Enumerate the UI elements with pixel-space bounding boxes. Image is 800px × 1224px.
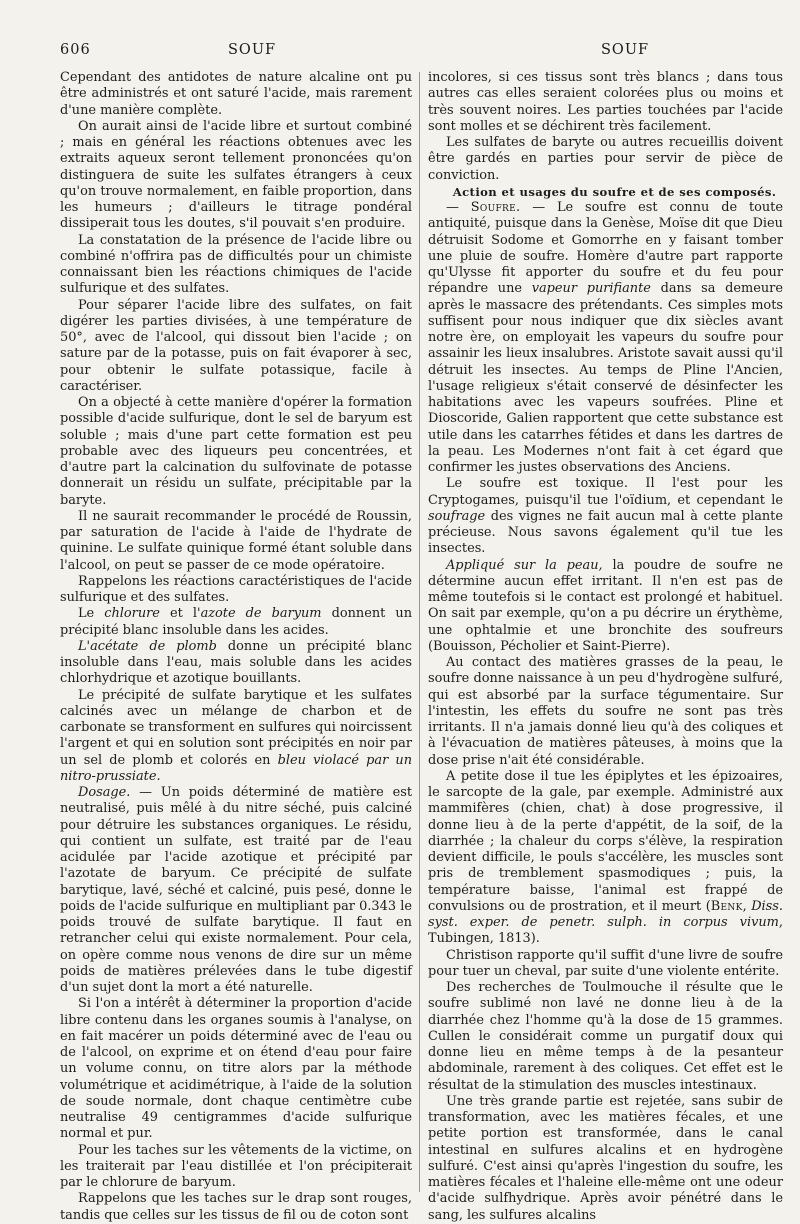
running-head-right: SOUF	[601, 42, 650, 58]
paragraph: Le chlorure et l'azote de baryum donnent un précipité blanc insoluble dans les acides.	[60, 606, 413, 638]
paragraph: Rappelons que les taches sur le drap sont rouges, tandis que celles sur les tissus de fil ou de coton sont	[60, 1191, 412, 1223]
paragraph: Cependant des antidotes de nature alcaline ont pu être administrés et ont saturé l'acide, mais rarement d'une manière complète.	[60, 70, 412, 118]
paragraph: Il ne saurait recommander le procédé de Roussin, par saturation de l'acide à l'aide de l'hydrate de quinine. Le sulfate quinique formé étant soluble dans l'alcool, on peut se passer de ce mode opératoire.	[60, 508, 412, 573]
paragraph: Christison rapporte qu'il suffit d'une livre de soufre pour tuer un cheval, par suite d'une violente entérite.	[428, 947, 784, 979]
paragraph: incolores, si ces tissus sont très blancs ; dans tous autres cas elles seraient colorées plus ou moins et très souvent noires. Les parties touchées par l'acide sont molles et se déchirent très facilement.	[428, 70, 783, 134]
column-divider	[419, 72, 420, 1192]
paragraph: Au contact des matières grasses de la peau, le soufre donne naissance à un peu d'hydrogène sulfuré, qui est absorbé par la surface tégumentaire. Sur l'intestin, les effets du soufre ne sont pas très irritants. Il n'a jamais donné lieu qu'à des coliques et à l'évacuation de matières pâteuses, à moins que la dose prise n'ait été considérable.	[428, 655, 783, 768]
section-heading: Action et usages du soufre et de ses composés.	[452, 184, 777, 199]
paragraph: Le précipité de sulfate barytique et les sulfates calcinés avec un mélange de charbon et de carbonate se transforment en sulfures qui noircissent l'argent et qui en solution sont précipités en noir par un sel de plomb et colorés en bleu violacé par un nitro-prussiate.	[60, 687, 413, 784]
paragraph: — Soufre. — Le soufre est connu de toute antiquité, puisque dans la Genèse, Moïse dit que Dieu détruisit Sodome et Gomorrhe en y faisant tomber une pluie de soufre. Homère d'autre part rapporte qu'Ulysse fit apporter du soufre et du feu pour répandre une vapeur purifiante dans sa demeure après le massacre des prétendants. Ces simples mots suffisent pour nous indiquer que dix siècles avant notre ère, on employait les vapeurs du soufre pour assainir les lieux insalubres. Aristote savait aussi qu'il détruit les insectes. Au temps de Pline l'Ancien, l'usage religieux s'était conservé de désinfecter les habitations avec les vapeurs soufrées. Pline et Dioscoride, Galien rapportent que cette substance est utile dans les catarrhes fétides et dans les dartres de la peau. Les Modernes n'ont fait à cet égard que confirmer les justes observations des Anciens.	[428, 200, 783, 475]
paragraph: Dosage. — Un poids déterminé de matière est neutralisé, puis mêlé à du nitre séché, puis calciné pour détruire les substances organiques. Le résidu, qui contient un sulfate, est traité par de l'eau acidulée par l'acide azotique et précipité par l'azotate de baryum. Ce précipité de sulfate barytique, lavé, séché et calciné, puis pesé, donne le poids de l'acide sulfurique en multipliant par 0.343 le poids trouvé de sulfate barytique. Il faut en retrancher celui qui existe normalement. Pour cela, on opère comme nous venons de dire sur un même poids de matières prélevées dans le tube digestif d'un sujet dont la mort a été naturelle.	[60, 785, 412, 995]
paragraph: La constatation de la présence de l'acide libre ou combiné n'offrira pas de difficultés pour un chimiste connaissant bien les réactions chimiques de l'acide sulfurique et des sulfates.	[60, 232, 412, 297]
paragraph: Appliqué sur la peau, la poudre de soufre ne détermine aucun effet irritant. Il n'en est pas de même toutefois si le contact est prolongé et habituel. On sait par exemple, qu'on a pu décrire un érythème, une ophtalmie et une bronchite des soufreurs (Bouisson, Pécholier et Saint-Pierre).	[428, 557, 783, 654]
paragraph: Les sulfates de baryte ou autres recueillis doivent être gardés en parties pour servir de pièce de conviction.	[428, 135, 783, 183]
paragraph: On a objecté à cette manière d'opérer la formation possible d'acide sulfurique, dont le sel de baryum est soluble ; mais d'une part cette formation est peu probable avec des liqueurs peu concentrées, et d'autre part la calcination du sulfovinate de potasse donnerait un résidu un sulfate, précipitable par la baryte.	[60, 395, 412, 508]
paragraph: Rappelons les réactions caractéristiques de l'acide sulfurique et des sulfates.	[60, 573, 412, 605]
paragraph: L'acétate de plomb donne un précipité blanc insoluble dans l'eau, mais soluble dans les acides chlorhydrique et azotique bouillants.	[60, 638, 413, 687]
page-number: 606	[60, 42, 91, 58]
paragraph: On aurait ainsi de l'acide libre et surtout combiné ; mais en général les réactions obtenues avec les extraits aqueux seront tellement prononcées qu'on distinguera de suite les sulfates étrangers à ceux qu'on trouve normalement, en faible proportion, dans les humeurs ; d'ailleurs le titrage pondéral dissiperait tous les doutes, s'il pouvait s'en produire.	[60, 118, 412, 232]
paragraph: Le soufre est toxique. Il l'est pour les Cryptogames, puisqu'il tue l'oïdium, et cependant le soufrage des vignes ne fait aucun mal à cette plante précieuse. Nous savons également qu'il tue les insectes.	[428, 476, 783, 557]
paragraph: Pour séparer l'acide libre des sulfates, on fait digérer les parties divisées, à une température de 50°, avec de l'alcool, qui dissout bien l'acide ; on sature par de la potasse, puis on fait évaporer à sec, pour obtenir le sulfate potassique, facile à caractériser.	[60, 297, 412, 394]
paragraph: Si l'on a intérêt à déterminer la proportion d'acide libre contenu dans les organes soumis à l'analyse, on en fait macérer un poids déterminé avec de l'eau ou de l'alcool, on exprime et on étend d'eau pour faire un volume connu, on titre alors par la méthode volumétrique et acidimétrique, à l'aide de la solution de soude normale, dont chaque centimètre cube neutralise 49 centigrammes d'acide sulfurique normal et pur.	[60, 996, 412, 1142]
left-column	[60, 70, 412, 1224]
running-head-left: SOUF	[228, 42, 277, 58]
right-column	[428, 70, 783, 1224]
paragraph: Des recherches de Toulmouche il résulte que le soufre sublimé non lavé ne donne lieu à de la diarrhée chez l'homme qu'à la dose de 15 grammes. Cullen le considérait comme un purgatif doux qui donne lieu en même temps à de la pesanteur abdominale, rarement à des coliques. Cet effet est le résultat de la stimulation des muscles intestinaux.	[428, 980, 783, 1093]
paragraph: A petite dose il tue les épiplytes et les épizoaires, le sarcopte de la gale, par exemple. Administré aux mammifères (chien, chat) à dose progressive, il donne lieu à de la perte d'appétit, de la soif, de la diarrhée ; la chaleur du corps s'élève, la respiration devient difficile, le pouls s'accélère, les muscles sont pris de tremblement spasmodiques ; puis, la température baisse, l'animal est frappé de convulsions ou de prostration, et il meurt (Benk, Diss. syst. exper. de penetr. sulph. in corpus vivum, Tubingen, 1813).	[428, 768, 783, 947]
paragraph: Pour les taches sur les vêtements de la victime, on les traiterait par l'eau distillée et l'on précipiterait par le chlorure de baryum.	[60, 1142, 412, 1190]
paragraph: Une très grande partie est rejetée, sans subir de transformation, avec les matières fécales, et une petite portion est transformée, dans le canal intestinal en sulfures alcalins et en hydrogène sulfuré. C'est ainsi qu'après l'ingestion du soufre, les matières fécales et l'haleine elle-même ont une odeur d'acide sulfhydrique. Après avoir pénétré dans le sang, les sulfures alcalins	[428, 1093, 783, 1223]
